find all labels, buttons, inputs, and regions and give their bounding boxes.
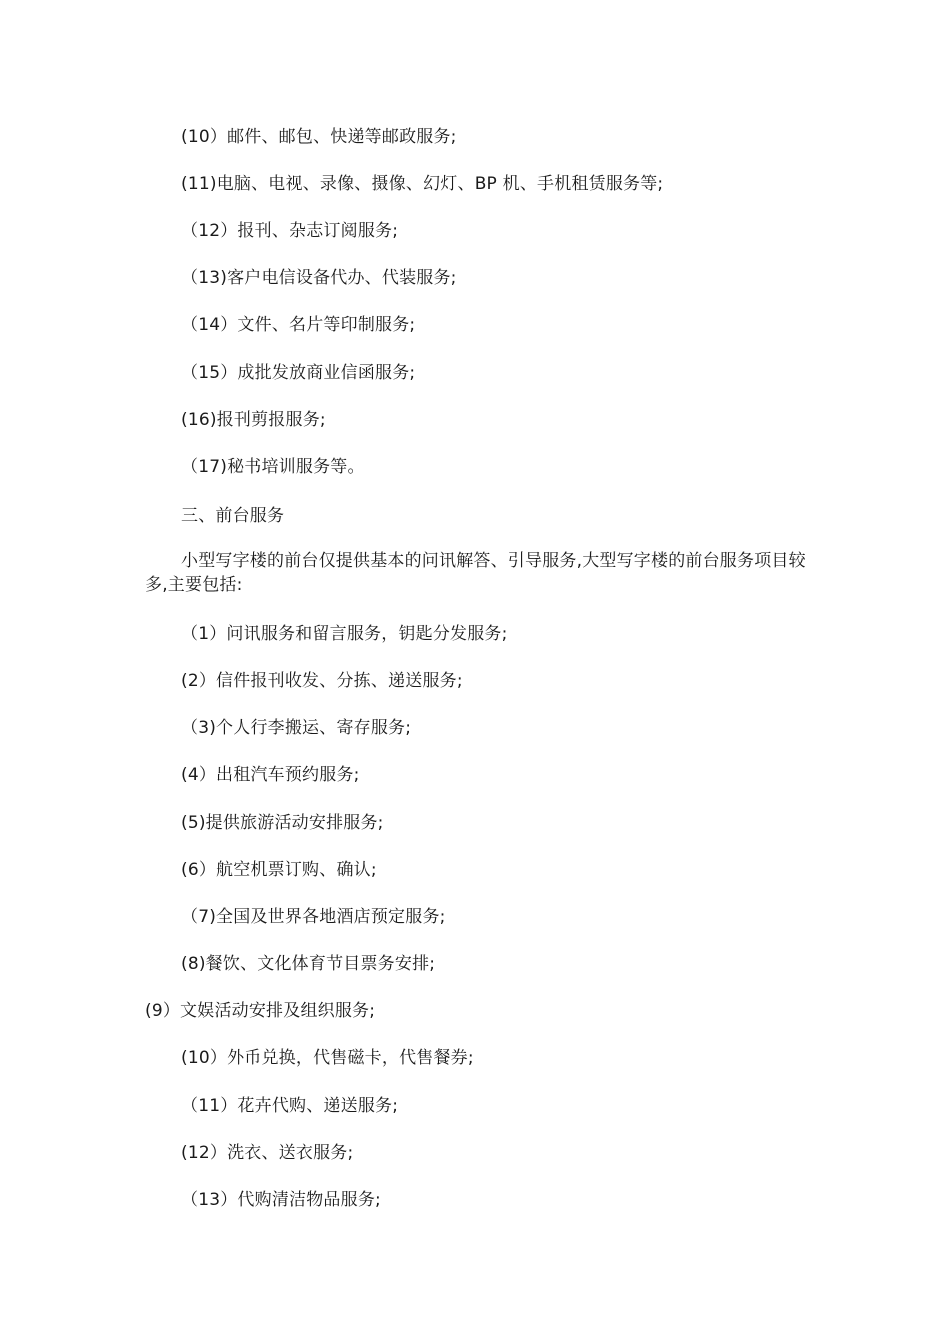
- list-item: （12）报刊、杂志订阅服务;: [181, 221, 399, 241]
- list-item: （14）文件、名片等印制服务;: [181, 315, 416, 335]
- list-item: (11)电脑、电视、录像、摄像、幻灯、BP 机、手机租赁服务等;: [181, 174, 664, 194]
- list-item: (4）出租汽车预约服务;: [181, 765, 360, 785]
- list-item: (9）文娱活动安排及组织服务;: [145, 1001, 376, 1021]
- list-item: (10）外币兑换，代售磁卡，代售餐券;: [181, 1048, 474, 1068]
- intro-paragraph: 小型写字楼的前台仅提供基本的问讯解答、引导服务,大型写字楼的前台服务项目较多,主要包括:: [145, 551, 806, 595]
- list-item: （13）代购清洁物品服务;: [181, 1190, 381, 1210]
- list-item: (5)提供旅游活动安排服务;: [181, 813, 384, 833]
- list-item: (2）信件报刊收发、分拣、递送服务;: [181, 671, 463, 691]
- list-item: （13)客户电信设备代办、代装服务;: [181, 268, 457, 288]
- list-item: (6）航空机票订购、确认;: [181, 860, 377, 880]
- list-item: （1）问讯服务和留言服务，钥匙分发服务;: [181, 624, 508, 644]
- list-item: （17)秘书培训服务等。: [181, 457, 365, 477]
- list-item: （7)全国及世界各地酒店预定服务;: [181, 907, 446, 927]
- list-item: （11）花卉代购、递送服务;: [181, 1096, 399, 1116]
- list-item: (16)报刊剪报服务;: [181, 410, 326, 430]
- list-item: (12）洗衣、送衣服务;: [181, 1143, 354, 1163]
- list-item: （3)个人行李搬运、寄存服务;: [181, 718, 412, 738]
- list-item: (10）邮件、邮包、快递等邮政服务;: [181, 127, 457, 147]
- list-item: (8)餐饮、文化体育节目票务安排;: [181, 954, 436, 974]
- list-item: （15）成批发放商业信函服务;: [181, 363, 416, 383]
- section-heading: 三、前台服务: [181, 506, 285, 526]
